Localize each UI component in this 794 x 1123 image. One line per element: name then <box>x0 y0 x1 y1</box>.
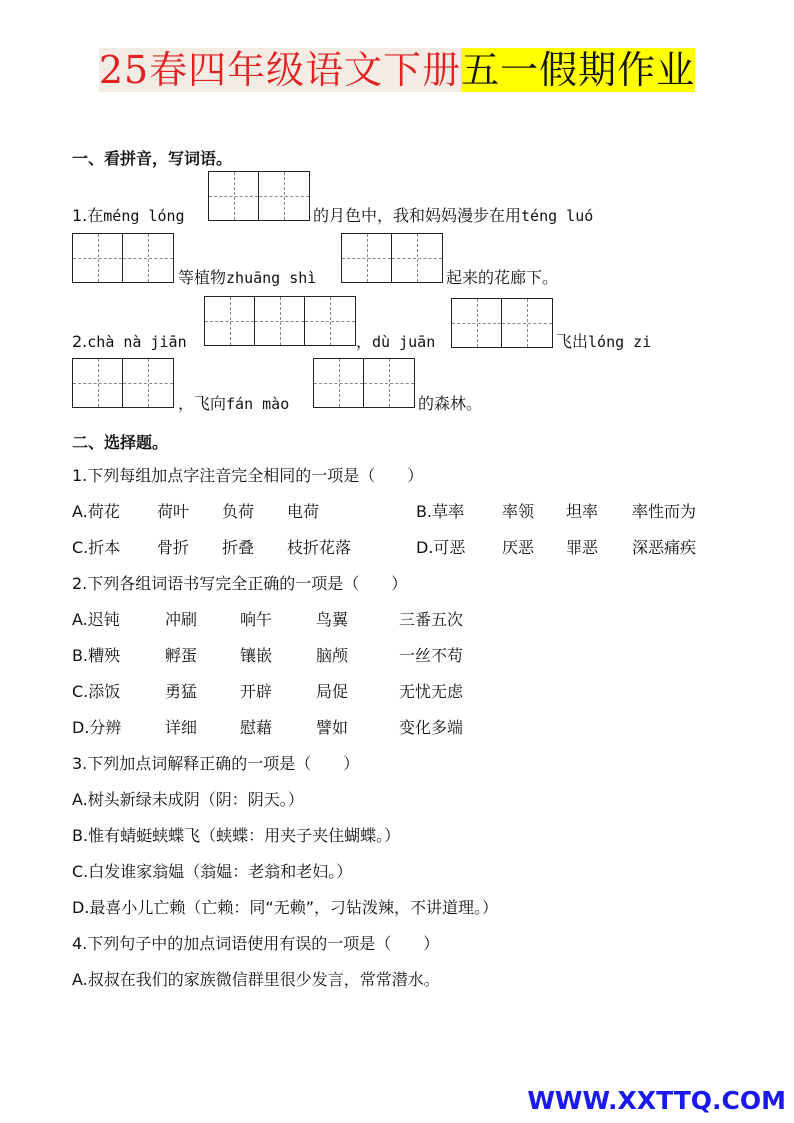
pinyin-tengluo: téng luó <box>521 207 594 225</box>
s2-q2-option-d-5: 变化多端 <box>399 718 464 737</box>
s2-q2-option-c-1: C.添饭 <box>72 682 121 701</box>
s2-q1-option-b-4: 率性而为 <box>632 502 697 521</box>
site-watermark: WWW.XXTTQ.COM <box>527 1086 786 1115</box>
s1-q2-line1 <box>72 330 187 354</box>
s2-q2-option-b-5: 一丝不苟 <box>399 646 464 665</box>
s1-q2-text-c: 的森林。 <box>418 394 483 413</box>
s2-q1-stem: 1.下列每组加点字注音完全相同的一项是（ ） <box>72 466 424 485</box>
s1-q1-text-b: 等植物 <box>178 268 227 287</box>
s2-q2-option-d-3: 慰藉 <box>240 718 273 737</box>
s2-q1-option-c-4: 枝折花落 <box>287 538 352 557</box>
s2-q1-option-b-2: 率领 <box>502 502 535 521</box>
s2-q3-option-b: B.惟有蜻蜓蛱蝶飞（蛱蝶：用夹子夹住蝴蝶。） <box>72 826 401 845</box>
pinyin-menglong: méng lóng <box>103 207 185 225</box>
s1-q2-comma: ， <box>356 332 373 351</box>
s2-q2-option-b-3: 镶嵌 <box>240 646 273 665</box>
answer-grid-zhuangshi[interactable] <box>341 233 443 283</box>
s2-q3-option-a: A.树头新绿未成阴（阴：阴天。） <box>72 790 304 809</box>
s2-q2-option-a-5: 三番五次 <box>399 610 464 629</box>
s2-q2-option-c-4: 局促 <box>316 682 349 701</box>
s2-q2-option-b-4: 脑颅 <box>316 646 349 665</box>
s2-q2-option-c-2: 勇猛 <box>165 682 198 701</box>
s1-q2-prefix: 2. <box>72 332 88 351</box>
s2-q2-option-a-2: 冲刷 <box>165 610 198 629</box>
title-red-part: 25春四年级语文下册 <box>98 48 462 92</box>
s1-q2-text-a: 飞出 <box>556 332 589 351</box>
pinyin-zhuangshi: zhuāng shì <box>226 269 317 287</box>
s1-q1-text-a: 的月色中，我和妈妈漫步在用 <box>313 206 522 225</box>
s1-q1-line1 <box>72 204 185 228</box>
s1-q1-line1-rest <box>313 204 593 228</box>
s1-q1-prefix: 1.在 <box>72 206 104 225</box>
pinyin-chanajian: chà nà jiān <box>87 333 187 351</box>
s2-q2-option-b-2: 孵蛋 <box>165 646 198 665</box>
s2-q2-option-b-1: B.糟殃 <box>72 646 121 665</box>
s2-q1-option-c-1: C.折本 <box>72 538 121 557</box>
s2-q2-option-d-1: D.分辨 <box>72 718 122 737</box>
s2-q1-option-d-2: 厌恶 <box>502 538 535 557</box>
answer-grid-fanmao[interactable] <box>313 358 415 408</box>
s1-q1-text-c: 起来的花廊下。 <box>446 268 559 287</box>
s2-q2-option-c-3: 开辟 <box>240 682 273 701</box>
s2-q2-option-a-4: 鸟翼 <box>316 610 349 629</box>
s2-q4-stem: 4.下列句子中的加点词语使用有误的一项是（ ） <box>72 934 440 953</box>
answer-grid-dujuan[interactable] <box>451 298 553 348</box>
s2-q4-option-a: A.叔叔在我们的家族微信群里很少发言，常常潜水。 <box>72 970 440 989</box>
s2-q2-option-d-4: 譬如 <box>316 718 349 737</box>
page-title <box>0 44 794 96</box>
s2-q1-option-a-4: 电荷 <box>287 502 320 521</box>
section-2-heading: 二、选择题。 <box>72 433 169 452</box>
s1-q2-line2 <box>178 392 289 416</box>
s2-q1-option-d-1: D.可恶 <box>416 538 466 557</box>
s2-q3-option-d: D.最喜小儿亡赖（亡赖：同“无赖”，刁钻泼辣，不讲道理。） <box>72 898 498 917</box>
s2-q2-stem: 2.下列各组词语书写完全正确的一项是（ ） <box>72 574 408 593</box>
s2-q1-option-b-1: B.草率 <box>416 502 465 521</box>
s2-q1-option-a-1: A.荷花 <box>72 502 120 521</box>
s2-q3-stem: 3.下列加点词解释正确的一项是（ ） <box>72 754 360 773</box>
s2-q1-option-a-2: 荷叶 <box>157 502 190 521</box>
s2-q1-option-a-3: 负荷 <box>222 502 255 521</box>
s2-q1-option-d-4: 深恶痛疾 <box>632 538 697 557</box>
s1-q2-mid <box>356 330 435 354</box>
s2-q1-option-d-3: 罪恶 <box>566 538 599 557</box>
answer-grid-tengluo[interactable] <box>72 233 174 283</box>
s1-q2-text-b: ，飞向 <box>178 394 227 413</box>
s2-q3-option-c: C.白发谁家翁媪（翁媪：老翁和老妇。） <box>72 862 353 881</box>
s2-q2-option-c-5: 无忧无虑 <box>399 682 464 701</box>
title-highlight-part: 五一假期作业 <box>461 48 696 92</box>
answer-grid-longzi[interactable] <box>72 358 174 408</box>
section-1-heading: 一、看拼音，写词语。 <box>72 149 233 168</box>
s1-q1-line2 <box>178 266 316 290</box>
answer-grid-menglong[interactable] <box>208 171 310 221</box>
s2-q2-option-d-2: 详细 <box>165 718 198 737</box>
s2-q2-option-a-3: 响午 <box>240 610 273 629</box>
s2-q1-option-b-3: 坦率 <box>566 502 599 521</box>
answer-grid-chanajian[interactable] <box>204 296 356 346</box>
pinyin-longzi: lóng zi <box>588 333 652 351</box>
s2-q2-option-a-1: A.迟钝 <box>72 610 120 629</box>
s1-q2-line1-rest <box>556 330 651 354</box>
pinyin-dujuan: dù juān <box>372 333 436 351</box>
pinyin-fanmao: fán mào <box>226 395 290 413</box>
s2-q1-option-c-2: 骨折 <box>157 538 190 557</box>
s2-q1-option-c-3: 折叠 <box>222 538 255 557</box>
